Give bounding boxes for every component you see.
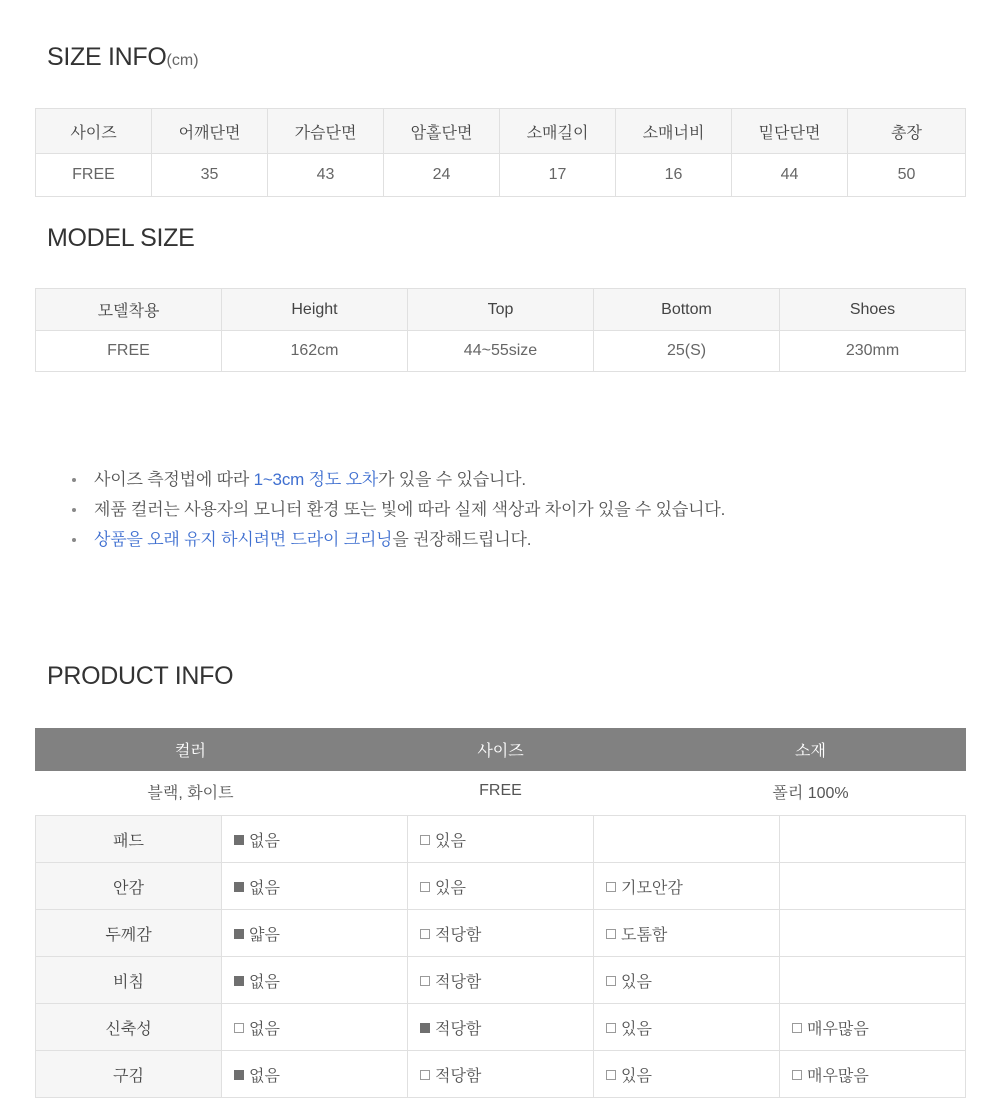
spec-option-label: 있음 bbox=[435, 832, 466, 850]
column-header: 사이즈 bbox=[36, 109, 152, 154]
spec-empty-cell bbox=[780, 816, 966, 863]
spec-option[interactable] bbox=[408, 816, 594, 863]
table-cell: 폴리 100% bbox=[656, 771, 966, 812]
spec-label: 패드 bbox=[36, 816, 222, 863]
spec-option[interactable] bbox=[222, 816, 408, 863]
checkbox-unchecked-icon bbox=[792, 1070, 802, 1080]
spec-empty-cell bbox=[780, 863, 966, 910]
column-header: 사이즈 bbox=[346, 729, 656, 771]
spec-option[interactable] bbox=[594, 910, 780, 957]
note-item bbox=[94, 495, 974, 525]
product-info-heading: PRODUCT INFO bbox=[47, 662, 234, 690]
note-item bbox=[94, 525, 974, 555]
spec-option[interactable] bbox=[222, 863, 408, 910]
note-item bbox=[94, 465, 974, 495]
note-highlight: 1~3cm 정도 오차 bbox=[253, 470, 379, 489]
table-header-row bbox=[36, 289, 966, 331]
note-text: 을 권장해드립니다. bbox=[392, 530, 532, 549]
checkbox-checked-icon bbox=[234, 976, 244, 986]
checkbox-unchecked-icon bbox=[792, 1023, 802, 1033]
note-highlight: 상품을 오래 유지 하시려면 드라이 크리닝 bbox=[94, 530, 393, 549]
table-row bbox=[36, 154, 966, 197]
spec-option[interactable] bbox=[408, 1004, 594, 1051]
table-cell: 43 bbox=[268, 154, 384, 197]
table-cell: 17 bbox=[500, 154, 616, 197]
spec-option[interactable] bbox=[222, 1004, 408, 1051]
table-row bbox=[36, 863, 966, 910]
product-spec-table bbox=[35, 815, 966, 1098]
spec-option-label: 없음 bbox=[249, 973, 280, 991]
column-header: Height bbox=[222, 289, 408, 331]
checkbox-unchecked-icon bbox=[420, 882, 430, 892]
spec-label: 두께감 bbox=[36, 910, 222, 957]
checkbox-checked-icon bbox=[234, 1070, 244, 1080]
size-info-heading-unit: (cm) bbox=[166, 52, 199, 69]
table-row bbox=[36, 1004, 966, 1051]
table-header-row bbox=[36, 729, 966, 771]
model-size-heading: MODEL SIZE bbox=[47, 224, 195, 252]
checkbox-checked-icon bbox=[234, 835, 244, 845]
spec-option[interactable] bbox=[408, 863, 594, 910]
checkbox-checked-icon bbox=[420, 1023, 430, 1033]
table-row bbox=[36, 331, 966, 372]
spec-option-label: 얇음 bbox=[249, 926, 280, 944]
note-text: 가 있을 수 있습니다. bbox=[378, 470, 526, 489]
column-header: 소매너비 bbox=[616, 109, 732, 154]
spec-option-label: 적당함 bbox=[435, 1067, 482, 1085]
table-cell: 24 bbox=[384, 154, 500, 197]
column-header: 가슴단면 bbox=[268, 109, 384, 154]
size-info-heading-text: SIZE INFO bbox=[47, 43, 167, 71]
column-header: 어깨단면 bbox=[152, 109, 268, 154]
checkbox-unchecked-icon bbox=[420, 929, 430, 939]
spec-option-label: 없음 bbox=[249, 1020, 280, 1038]
spec-empty-cell bbox=[594, 816, 780, 863]
table-header-row bbox=[36, 109, 966, 154]
table-cell: 44~55size bbox=[408, 331, 594, 372]
table-cell: 35 bbox=[152, 154, 268, 197]
table-cell: 50 bbox=[848, 154, 966, 197]
table-cell: 44 bbox=[732, 154, 848, 197]
spec-option[interactable] bbox=[594, 1051, 780, 1098]
column-header: Bottom bbox=[594, 289, 780, 331]
spec-option-label: 있음 bbox=[621, 973, 652, 991]
checkbox-checked-icon bbox=[234, 882, 244, 892]
table-row bbox=[36, 816, 966, 863]
model-size-table bbox=[35, 288, 966, 372]
spec-option[interactable] bbox=[222, 957, 408, 1004]
spec-option-label: 매우많음 bbox=[807, 1067, 869, 1085]
checkbox-unchecked-icon bbox=[420, 835, 430, 845]
table-cell: FREE bbox=[36, 154, 152, 197]
checkbox-checked-icon bbox=[234, 929, 244, 939]
table-cell: 블랙, 화이트 bbox=[36, 771, 346, 812]
column-header: 소재 bbox=[656, 729, 966, 771]
column-header: 컬러 bbox=[36, 729, 346, 771]
spec-label: 안감 bbox=[36, 863, 222, 910]
column-header: 모델착용 bbox=[36, 289, 222, 331]
spec-option-label: 적당함 bbox=[435, 1020, 482, 1038]
checkbox-unchecked-icon bbox=[234, 1023, 244, 1033]
size-info-table bbox=[35, 108, 966, 197]
spec-option[interactable] bbox=[594, 1004, 780, 1051]
spec-option-label: 있음 bbox=[435, 879, 466, 897]
spec-label: 비침 bbox=[36, 957, 222, 1004]
spec-option-label: 기모안감 bbox=[621, 879, 683, 897]
checkbox-unchecked-icon bbox=[606, 1070, 616, 1080]
checkbox-unchecked-icon bbox=[420, 976, 430, 986]
spec-label: 신축성 bbox=[36, 1004, 222, 1051]
spec-option[interactable] bbox=[408, 1051, 594, 1098]
spec-label: 구김 bbox=[36, 1051, 222, 1098]
spec-option-label: 도톰함 bbox=[621, 926, 668, 944]
spec-option[interactable] bbox=[408, 957, 594, 1004]
spec-option[interactable] bbox=[594, 863, 780, 910]
spec-option-label: 없음 bbox=[249, 1067, 280, 1085]
column-header: Top bbox=[408, 289, 594, 331]
spec-option-label: 적당함 bbox=[435, 973, 482, 991]
table-cell: 16 bbox=[616, 154, 732, 197]
column-header: 밑단단면 bbox=[732, 109, 848, 154]
spec-option[interactable] bbox=[780, 1004, 966, 1051]
checkbox-unchecked-icon bbox=[606, 882, 616, 892]
spec-option-label: 있음 bbox=[621, 1067, 652, 1085]
checkbox-unchecked-icon bbox=[606, 1023, 616, 1033]
table-cell: 230mm bbox=[780, 331, 966, 372]
spec-empty-cell bbox=[780, 910, 966, 957]
spec-option-label: 있음 bbox=[621, 1020, 652, 1038]
column-header: 암홀단면 bbox=[384, 109, 500, 154]
column-header: 총장 bbox=[848, 109, 966, 154]
note-text: 사이즈 측정법에 따라 bbox=[94, 470, 254, 489]
spec-option-label: 없음 bbox=[249, 832, 280, 850]
checkbox-unchecked-icon bbox=[606, 929, 616, 939]
table-cell: FREE bbox=[346, 771, 656, 812]
table-cell: 25(S) bbox=[594, 331, 780, 372]
spec-option[interactable] bbox=[594, 957, 780, 1004]
product-info-header-table bbox=[35, 728, 966, 811]
checkbox-unchecked-icon bbox=[420, 1070, 430, 1080]
table-row bbox=[36, 957, 966, 1004]
table-row bbox=[36, 771, 966, 812]
spec-option[interactable] bbox=[780, 1051, 966, 1098]
table-row bbox=[36, 910, 966, 957]
spec-option-label: 적당함 bbox=[435, 926, 482, 944]
table-cell: FREE bbox=[36, 331, 222, 372]
checkbox-unchecked-icon bbox=[606, 976, 616, 986]
table-cell: 162cm bbox=[222, 331, 408, 372]
column-header: Shoes bbox=[780, 289, 966, 331]
spec-option-label: 없음 bbox=[249, 879, 280, 897]
spec-option[interactable] bbox=[222, 910, 408, 957]
table-row bbox=[36, 1051, 966, 1098]
spec-option[interactable] bbox=[222, 1051, 408, 1098]
spec-option[interactable] bbox=[408, 910, 594, 957]
spec-empty-cell bbox=[780, 957, 966, 1004]
note-text: 제품 컬러는 사용자의 모니터 환경 또는 빛에 따라 실제 색상과 차이가 있을 수 있습니다. bbox=[94, 500, 726, 519]
column-header: 소매길이 bbox=[500, 109, 616, 154]
spec-option-label: 매우많음 bbox=[807, 1020, 869, 1038]
size-info-heading bbox=[47, 43, 199, 72]
notes-list bbox=[70, 465, 974, 555]
